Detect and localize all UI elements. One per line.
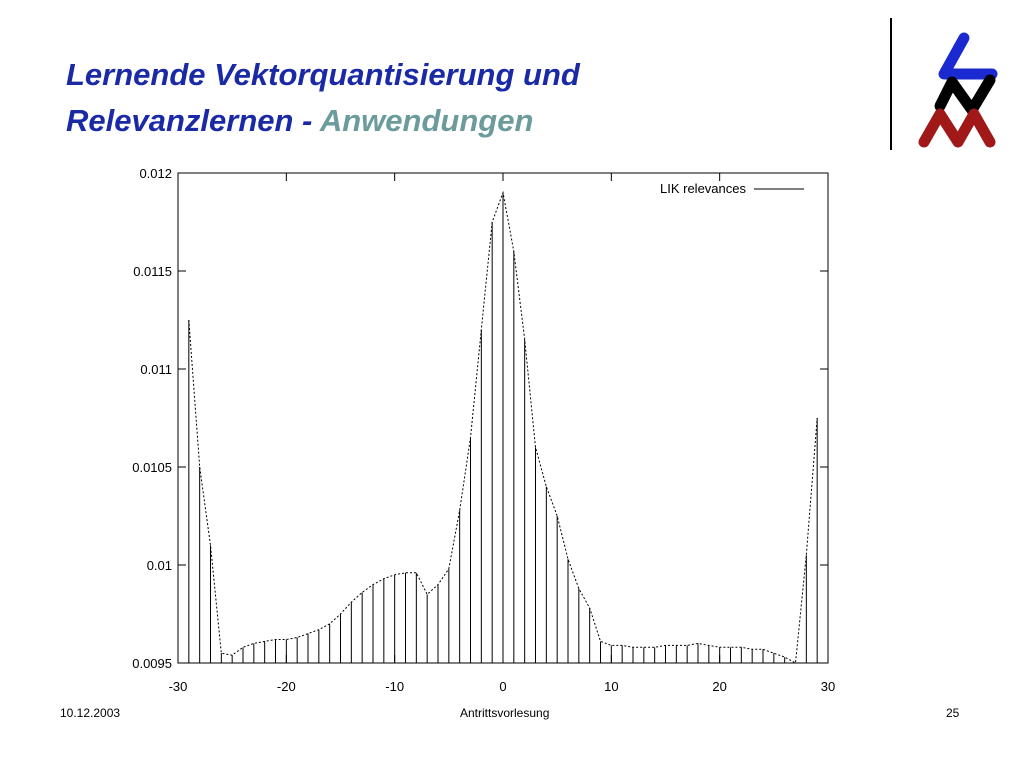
title-line-1: Lernende Vektorquantisierung und <box>66 57 580 92</box>
y-tick-label: 0.0105 <box>132 460 172 475</box>
title-line-2 <box>66 98 580 144</box>
footer-title: Antrittsvorlesung <box>460 706 550 720</box>
x-tick-label: 20 <box>712 679 727 694</box>
x-tick-label: 30 <box>820 679 836 694</box>
x-tick-label: 0 <box>499 679 507 694</box>
y-tick-label: 0.0115 <box>133 264 172 279</box>
slide-title <box>66 52 580 144</box>
relevance-chart <box>96 160 856 700</box>
x-tick-label: -30 <box>168 679 188 694</box>
footer-date: 10.12.2003 <box>60 706 121 720</box>
y-tick-label: 0.01 <box>146 558 172 573</box>
logo-divider <box>890 18 892 150</box>
title-main: Relevanzlernen <box>66 103 294 138</box>
title-accent: Anwendungen <box>319 103 534 138</box>
y-tick-label: 0.011 <box>140 362 172 377</box>
x-tick-label: -20 <box>276 679 296 694</box>
x-tick-label: 10 <box>604 679 619 694</box>
y-tick-label: 0.012 <box>139 166 172 181</box>
y-tick-label: 0.0095 <box>132 656 172 671</box>
footer-page-number: 25 <box>946 706 960 720</box>
lnm-logo-icon <box>912 30 1002 150</box>
title-separator: - <box>293 103 320 138</box>
legend-label: LIK relevances <box>660 181 746 196</box>
x-tick-label: -10 <box>385 679 405 694</box>
